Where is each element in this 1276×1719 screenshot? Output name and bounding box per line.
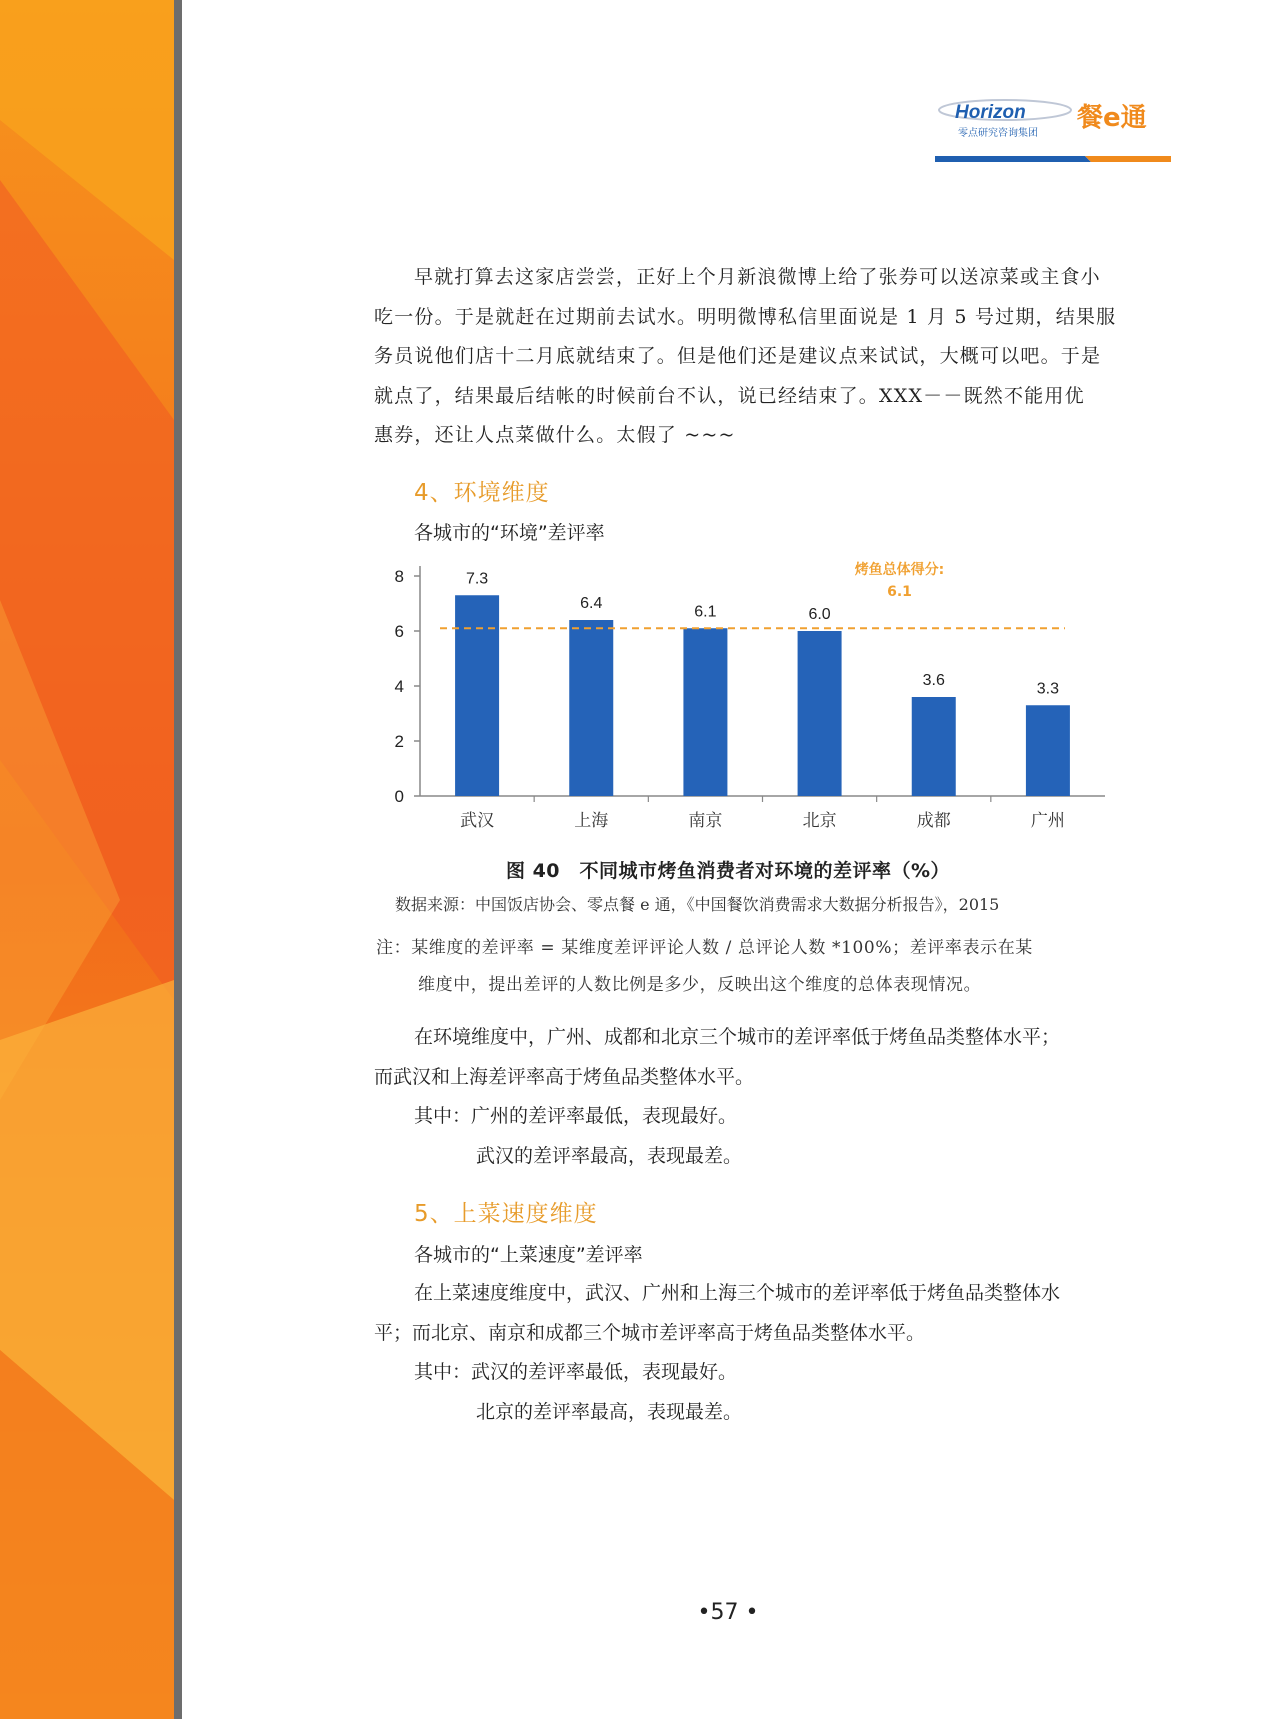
brand-name: Horizon [955,102,1026,123]
reference-value: 6.1 [887,584,912,600]
bar-4 [798,631,842,796]
brand-subtitle: 零点研究咨询集团 [958,128,1038,139]
intro-line-5: 惠券，还让人点菜做什么。太假了 ~~~ [374,424,736,446]
figure-note [376,930,1136,1004]
s5-line-2: 平；而北京、南京和成都三个城市差评率高于烤鱼品类整体水平。 [374,1321,926,1344]
bar-6 [1026,705,1070,796]
intro-paragraph [374,258,1130,456]
data-source: 数据来源：中国饭店协会、零点餐 e 通，《中国餐饮消费需求大数据分析报告》，2015 [395,895,1000,914]
header-logo [935,92,1175,164]
y-tick-label: 4 [394,677,404,696]
reference-label: 烤鱼总体得分: [854,562,945,578]
chart-svg [380,552,1120,852]
bar-5 [912,697,956,796]
data-label: 3.6 [922,672,945,689]
note-line-2: 维度中，提出差评的人数比例是多少，反映出这个维度的总体表现情况。 [418,975,982,995]
bar-chart [380,552,1120,852]
section-4-analysis [374,1018,1134,1176]
data-label: 7.3 [465,570,489,588]
s5-line-4: 北京的差评率最高，表现最差。 [476,1400,743,1423]
category-label: 广州 [1030,811,1065,831]
intro-line-1: 早就打算去这家店尝尝，正好上个月新浪微博上给了张券可以送凉菜或主食小 [414,266,1101,288]
data-label: 6.1 [694,603,717,621]
section-4-subtitle: 各城市的“环境”差评率 [414,522,605,544]
category-label: 北京 [802,811,837,831]
section-4-title: 4、环境维度 [414,480,550,506]
intro-line-3: 务员说他们店十二月底就结束了。但是他们还是建议点来试试，大概可以吧。于是 [374,345,1102,367]
analysis-line-4: 武汉的差评率最高，表现最差。 [476,1144,743,1167]
partner-logo: 餐e通 [1077,103,1147,133]
intro-line-4: 就点了，结果最后结帐的时候前台不认，说已经结束了。XXX－－既然不能用优 [374,384,1085,407]
note-line-1: 注：某维度的差评率 = 某维度差评评论人数 / 总评论人数 *100%；差评率表示在某 [376,938,1033,958]
y-tick-label: 6 [394,622,404,641]
bar-3 [683,628,727,796]
y-tick-label: 0 [394,787,404,806]
category-label: 上海 [574,811,609,831]
page-number: •57 • [697,1600,759,1625]
data-label: 6.0 [808,606,831,623]
s5-line-1: 在上菜速度维度中，武汉、广州和上海三个城市的差评率低于烤鱼品类整体水 [414,1282,1061,1304]
bar-1 [455,595,499,796]
data-label: 3.3 [1036,680,1060,698]
category-label: 成都 [916,811,951,831]
section-5-analysis [374,1274,1134,1432]
analysis-line-2: 而武汉和上海差评率高于烤鱼品类整体水平。 [374,1065,755,1088]
data-label: 6.4 [580,595,603,612]
bar-2 [569,620,613,796]
section-5-subtitle: 各城市的“上菜速度”差评率 [414,1244,643,1266]
category-label: 南京 [688,811,723,831]
analysis-line-3: 其中：广州的差评率最低，表现最好。 [414,1105,738,1127]
intro-line-2: 吃一份。于是就赶在过期前去试水。明明微博私信里面说是 1 月 5 号过期，结果服 [374,305,1117,328]
category-label: 武汉 [460,811,495,831]
y-tick-label: 8 [394,567,404,586]
s5-line-3: 其中：武汉的差评率最低，表现最好。 [414,1361,738,1383]
y-tick-label: 2 [394,732,404,751]
figure-caption: 图 40 不同城市烤鱼消费者对环境的差评率（%） [505,860,951,882]
section-5-title: 5、上菜速度维度 [414,1201,598,1227]
analysis-line-1: 在环境维度中，广州、成都和北京三个城市的差评率低于烤鱼品类整体水平； [414,1026,1061,1048]
